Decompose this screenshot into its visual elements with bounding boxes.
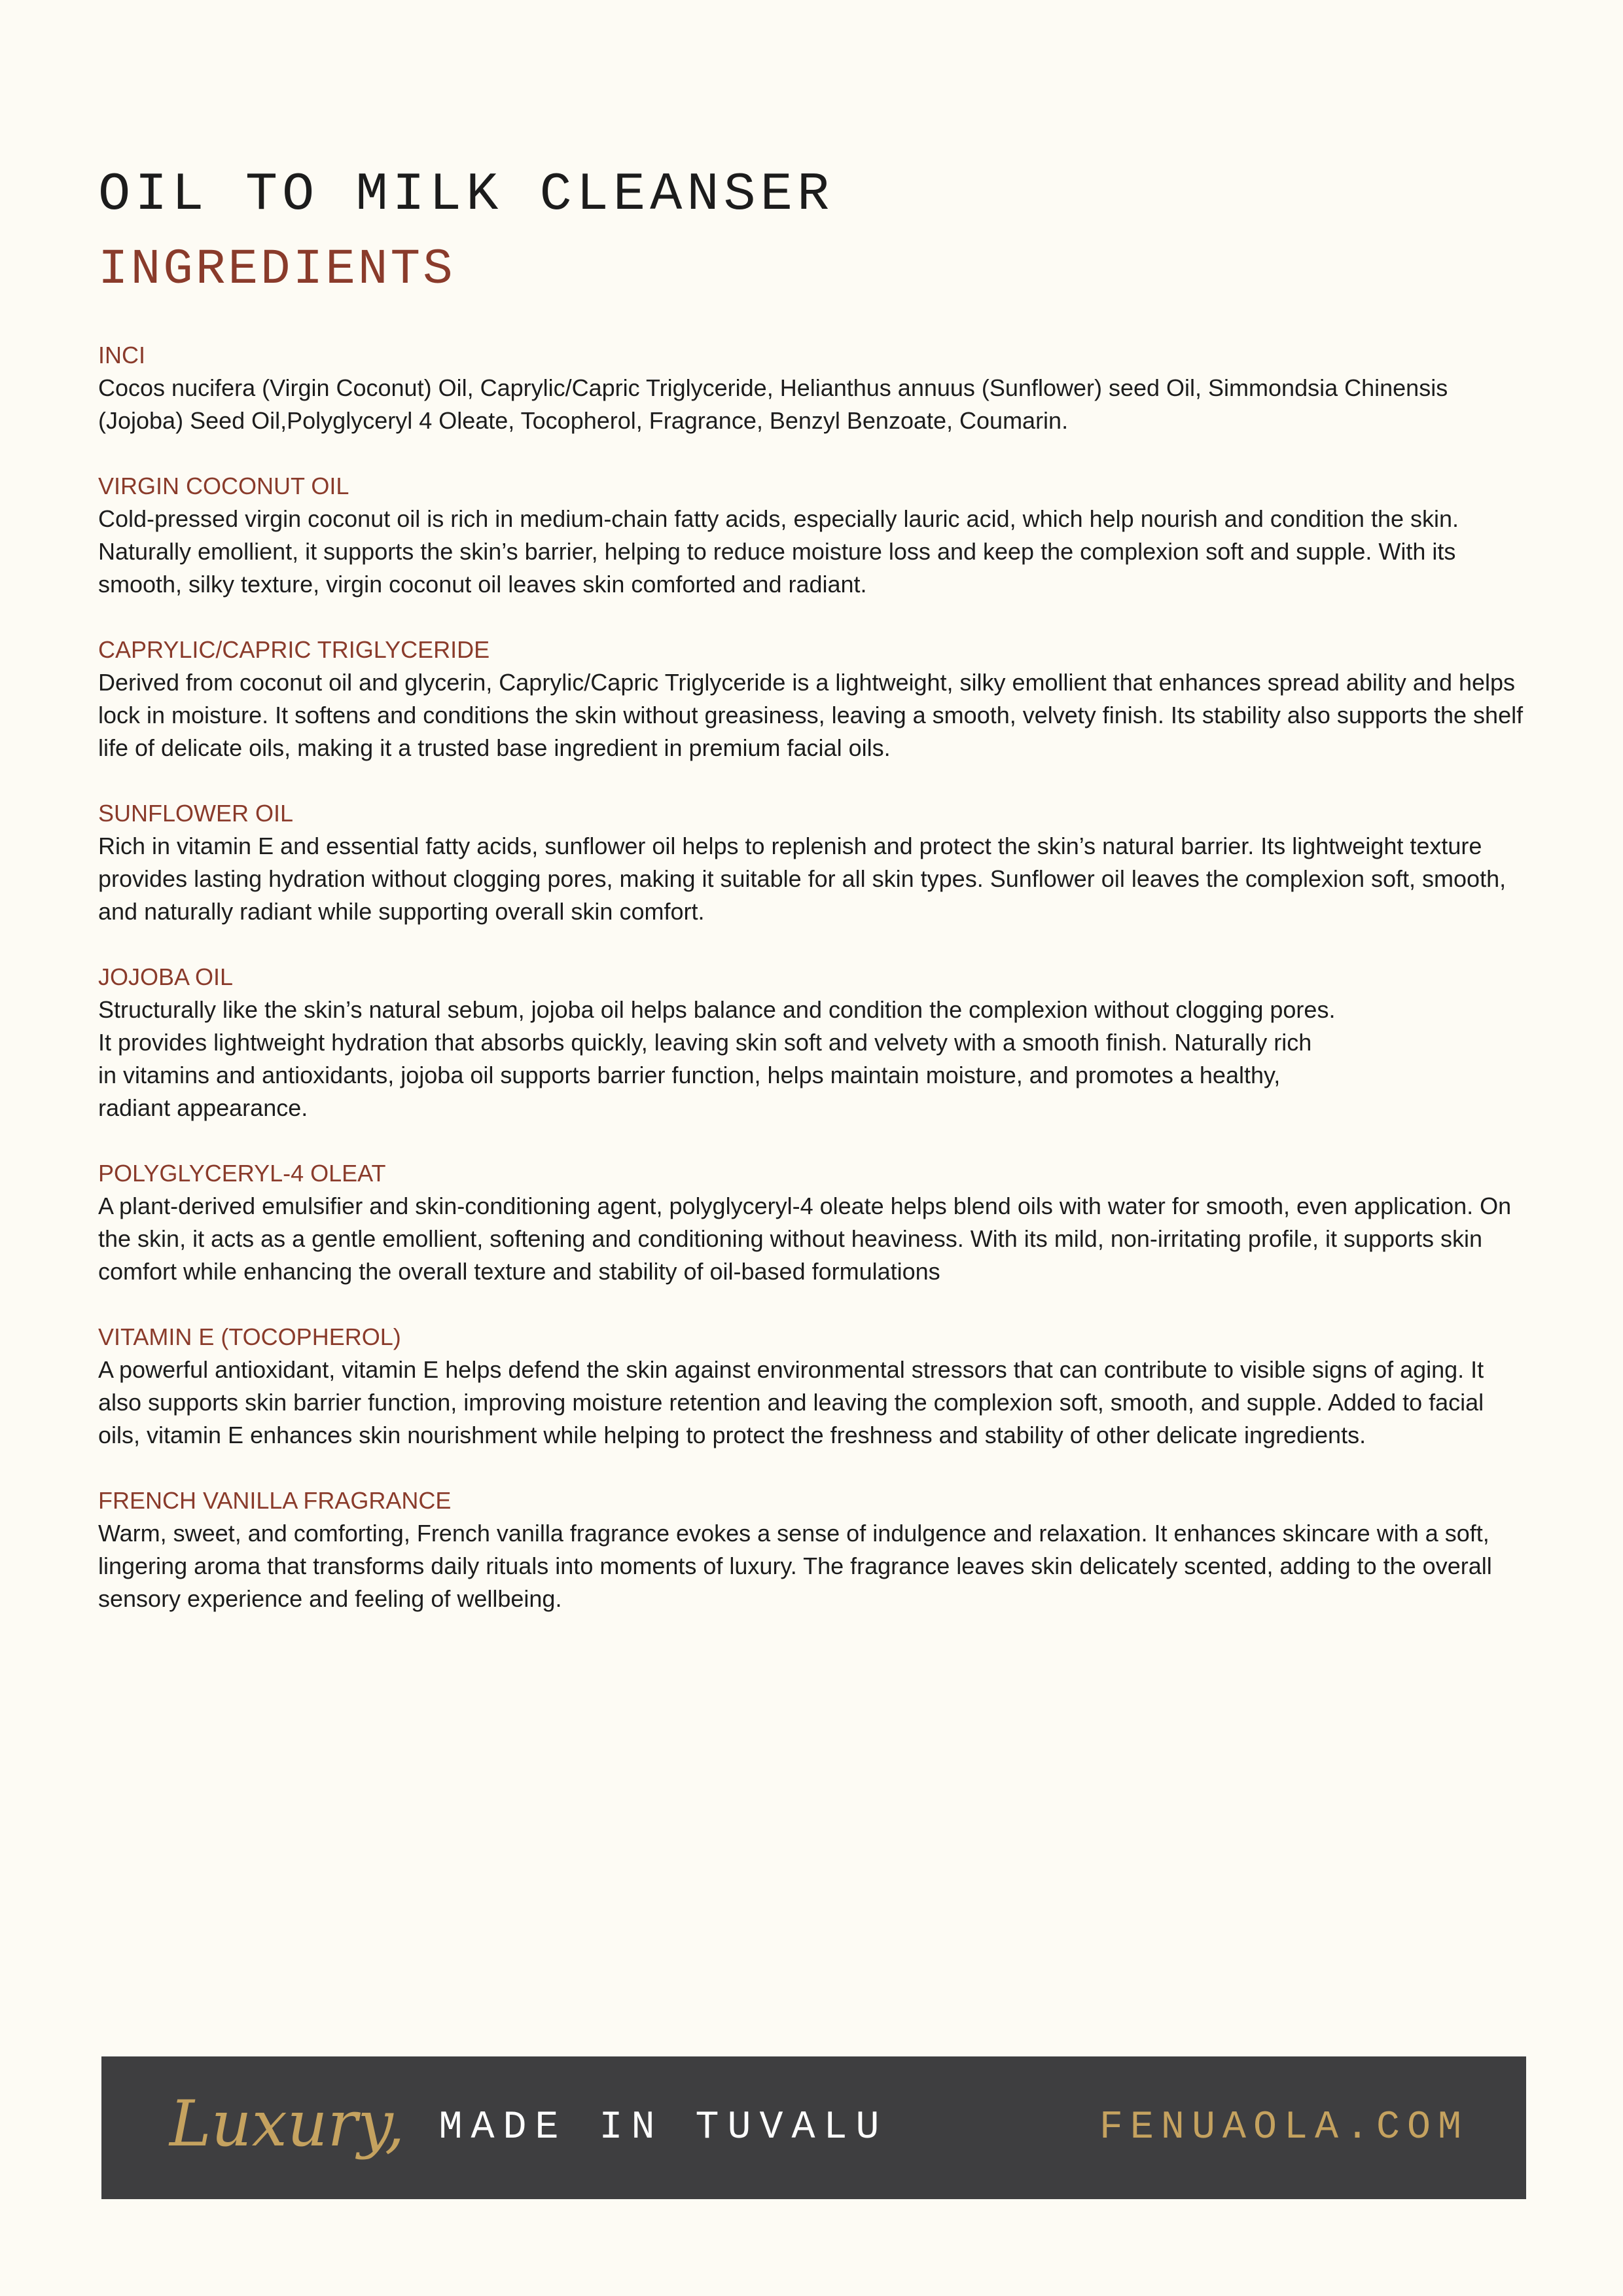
section-heading: POLYGLYCERYL-4 OLEAT: [98, 1160, 386, 1187]
luxury-script-text: Luxury,: [169, 2087, 405, 2161]
section-caprylic-capric-triglyceride: [98, 634, 1525, 764]
section-heading: FRENCH VANILLA FRAGRANCE: [98, 1487, 452, 1514]
section-polyglyceryl-4-oleat: [98, 1157, 1525, 1288]
section-sunflower-oil: [98, 797, 1525, 928]
made-in-text: MADE IN TUVALU: [438, 2106, 888, 2150]
section-french-vanilla-fragrance: [98, 1484, 1525, 1615]
section-jojoba-oil: [98, 961, 1525, 1124]
page-title: OIL TO MILK CLEANSER: [98, 164, 834, 225]
website-link[interactable]: FENUAOLA.COM: [1099, 2106, 1469, 2150]
footer-bar: [101, 2056, 1526, 2199]
section-heading: CAPRYLIC/CAPRIC TRIGLYCERIDE: [98, 636, 490, 663]
section-heading: INCI: [98, 342, 145, 368]
section-inci: [98, 339, 1525, 437]
section-body: A plant-derived emulsifier and skin-conditioning agent, polyglyceryl-4 oleate helps blend oils with water for smooth, even application. On the skin, it acts as a gentle emollient, softening and conditioning without heaviness. With its mild, non-irritating profile, it supports skin comfort while enhancing the overall texture and stability of oil-based formulations: [98, 1193, 1512, 1285]
section-body: A powerful antioxidant, vitamin E helps defend the skin against environmental stressors that can contribute to visible signs of aging. It also supports skin barrier function, improving moisture retention and leaving the complexion soft, smooth, and supple. Added to facial oils, vitamin E enhances skin nourishment while helping to protect the freshness and stability of other delicate ingredients.: [98, 1356, 1484, 1448]
section-body: Cold-pressed virgin coconut oil is rich in medium-chain fatty acids, especially lauric acid, which help nourish and condition the skin. Naturally emollient, it supports the skin’s barrier, helping to reduce moisture loss and keep the complexion soft and supple. With its smooth, silky texture, virgin coconut oil leaves skin comforted and radiant.: [98, 505, 1459, 598]
section-heading: JOJOBA OIL: [98, 963, 234, 990]
section-heading: VITAMIN E (TOCOPHEROL): [98, 1323, 401, 1350]
footer-tagline: [169, 2056, 888, 2199]
section-body: Structurally like the skin’s natural sebum, jojoba oil helps balance and condition the complexion without clogging pores. It provides lightweight hydration that absorbs quickly, leaving skin soft and velvety with a smooth finish. Naturally rich in vitamins and antioxidants, jojoba oil supports barrier function, helps maintain moisture, and promotes a healthy, radiant appearance.: [98, 996, 1336, 1121]
section-body: Derived from coconut oil and glycerin, Caprylic/Capric Triglyceride is a lightweight, silky emollient that enhances spread ability and helps lock in moisture. It softens and conditions the skin without greasiness, leaving a smooth, velvety finish. Its stability also supports the shelf life of delicate oils, making it a trusted base ingredient in premium facial oils.: [98, 669, 1524, 761]
section-heading: VIRGIN COCONUT OIL: [98, 473, 349, 499]
ingredient-sections: [98, 339, 1525, 1648]
section-body: Warm, sweet, and comforting, French vanilla fragrance evokes a sense of indulgence and relaxation. It enhances skincare with a soft, lingering aroma that transforms daily rituals into moments of luxury. The fragrance leaves skin delicately scented, adding to the overall sensory experience and feeling of wellbeing.: [98, 1520, 1492, 1612]
section-heading: SUNFLOWER OIL: [98, 800, 294, 827]
section-virgin-coconut-oil: [98, 470, 1525, 601]
section-body: Rich in vitamin E and essential fatty acids, sunflower oil helps to replenish and protect the skin’s natural barrier. Its lightweight texture provides lasting hydration without clogging pores, making it suitable for all skin types. Sunflower oil leaves the complexion soft, smooth, and naturally radiant while supporting overall skin comfort.: [98, 833, 1507, 925]
section-vitamin-e: [98, 1321, 1525, 1452]
page-subtitle: INGREDIENTS: [98, 242, 455, 298]
section-body: Cocos nucifera (Virgin Coconut) Oil, Caprylic/Capric Triglyceride, Helianthus annuus (Sunflower) seed Oil, Simmondsia Chinensis (Jojoba) Seed Oil,Polyglyceryl 4 Oleate, Tocopherol, Fragrance, Benzyl Benzoate, Coumarin.: [98, 374, 1448, 434]
